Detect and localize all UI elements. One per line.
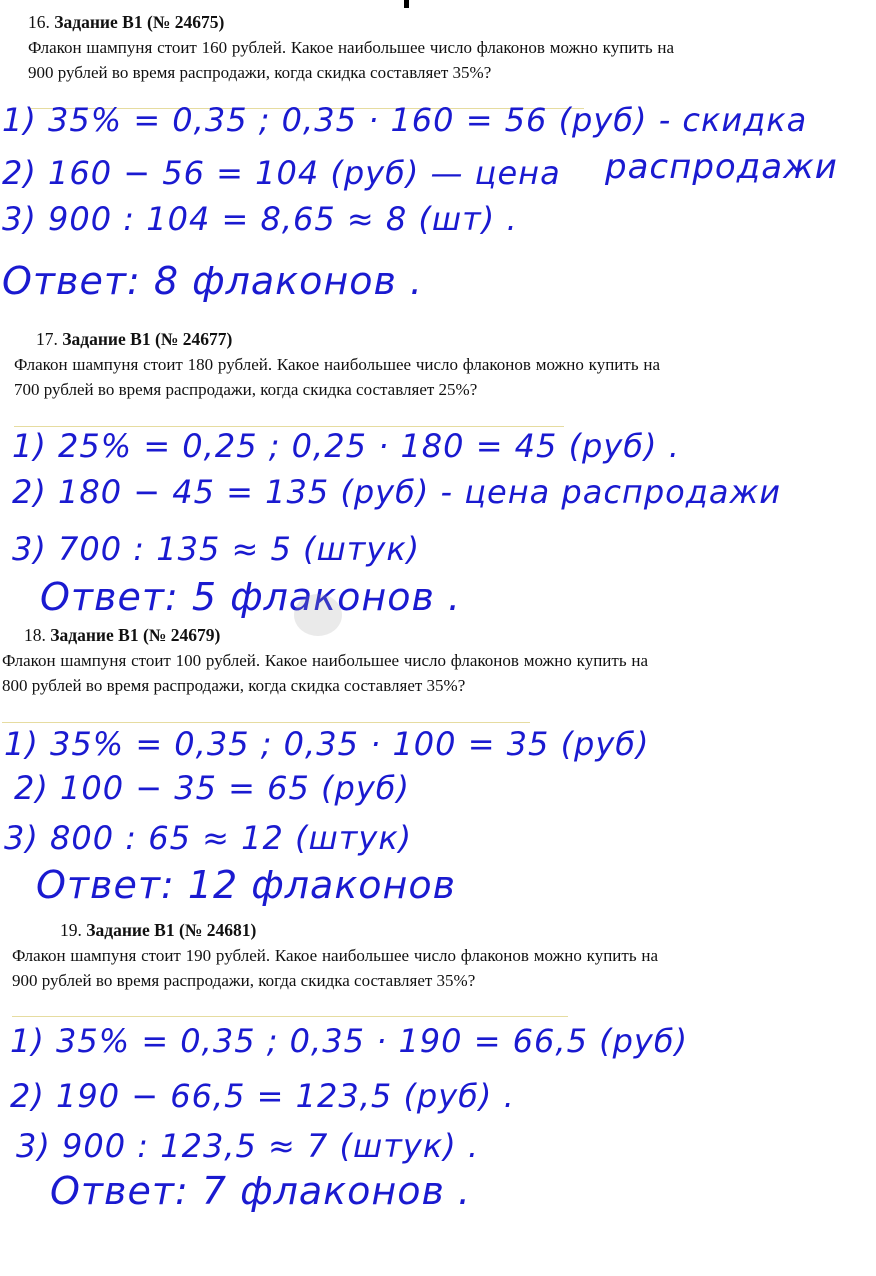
task-16-hw-step-1: 1) 35% = 0,35 ; 0,35 · 160 = 56 (руб) - скидка <box>2 101 808 139</box>
task-16-title: Задание B1 (№ 24675) <box>54 12 225 32</box>
task-16-number: 16. <box>28 12 50 32</box>
task-18-number: 18. <box>24 625 46 645</box>
task-17 <box>14 329 660 402</box>
task-19-hw-step-1: 1) 35% = 0,35 ; 0,35 · 190 = 66,5 (руб) <box>10 1022 689 1060</box>
task-19 <box>12 920 658 993</box>
task-17-number: 17. <box>36 329 58 349</box>
task-18-hw-answer: Ответ: 12 флаконов <box>36 863 457 907</box>
task-16-hw-step-2: 2) 160 − 56 = 104 (руб) — цена <box>2 154 561 192</box>
task-17-hw-step-3: 3) 700 : 135 ≈ 5 (штук) <box>12 530 421 568</box>
task-19-hw-step-2: 2) 190 − 66,5 = 123,5 (руб) . <box>10 1077 515 1115</box>
task-19-text: Флакон шампуня стоит 190 рублей. Какое наибольшее число флаконов можно купить на 900 рублей во время распродажи, когда скидка составляет 35%? <box>12 946 658 990</box>
task-18-rule <box>2 722 530 723</box>
task-19-hw-answer: Ответ: 7 флаконов . <box>50 1169 472 1213</box>
task-19-heading <box>12 920 658 940</box>
task-19-rule <box>12 1016 568 1017</box>
task-16-hw-side-note: распродажи <box>605 147 838 187</box>
task-16-heading <box>28 12 674 32</box>
task-16-text: Флакон шампуня стоит 160 рублей. Какое наибольшее число флаконов можно купить на 900 рублей во время распродажи, когда скидка составляет 35%? <box>28 38 674 82</box>
task-16 <box>28 12 674 85</box>
task-18-hw-step-3: 3) 800 : 65 ≈ 12 (штук) <box>4 819 413 857</box>
task-16-hw-step-3: 3) 900 : 104 = 8,65 ≈ 8 (шт) . <box>2 200 518 238</box>
task-18-hw-step-1: 1) 35% = 0,35 ; 0,35 · 100 = 35 (руб) <box>4 725 650 763</box>
task-17-title: Задание B1 (№ 24677) <box>62 329 233 349</box>
task-19-hw-step-3: 3) 900 : 123,5 ≈ 7 (штук) . <box>16 1127 480 1165</box>
task-17-text: Флакон шампуня стоит 180 рублей. Какое наибольшее число флаконов можно купить на 700 рублей во время распродажи, когда скидка составляет 25%? <box>14 355 660 399</box>
task-17-hw-step-1: 1) 25% = 0,25 ; 0,25 · 180 = 45 (руб) . <box>12 427 680 465</box>
task-16-hw-answer: Ответ: 8 флаконов . <box>2 259 424 303</box>
task-18-hw-step-2: 2) 100 − 35 = 65 (руб) <box>14 769 410 807</box>
top-edge-mark <box>404 0 409 8</box>
task-17-hw-answer: Ответ: 5 флаконов . <box>40 575 462 619</box>
task-18-heading <box>2 625 648 645</box>
task-19-number: 19. <box>60 920 82 940</box>
task-17-heading <box>14 329 660 349</box>
task-18 <box>2 625 648 698</box>
task-17-hw-step-2: 2) 180 − 45 = 135 (руб) - цена распродажи <box>12 473 782 511</box>
task-18-text: Флакон шампуня стоит 100 рублей. Какое наибольшее число флаконов можно купить на 800 рублей во время распродажи, когда скидка составляет 35%? <box>2 651 648 695</box>
task-18-title: Задание B1 (№ 24679) <box>50 625 221 645</box>
task-19-title: Задание B1 (№ 24681) <box>86 920 257 940</box>
